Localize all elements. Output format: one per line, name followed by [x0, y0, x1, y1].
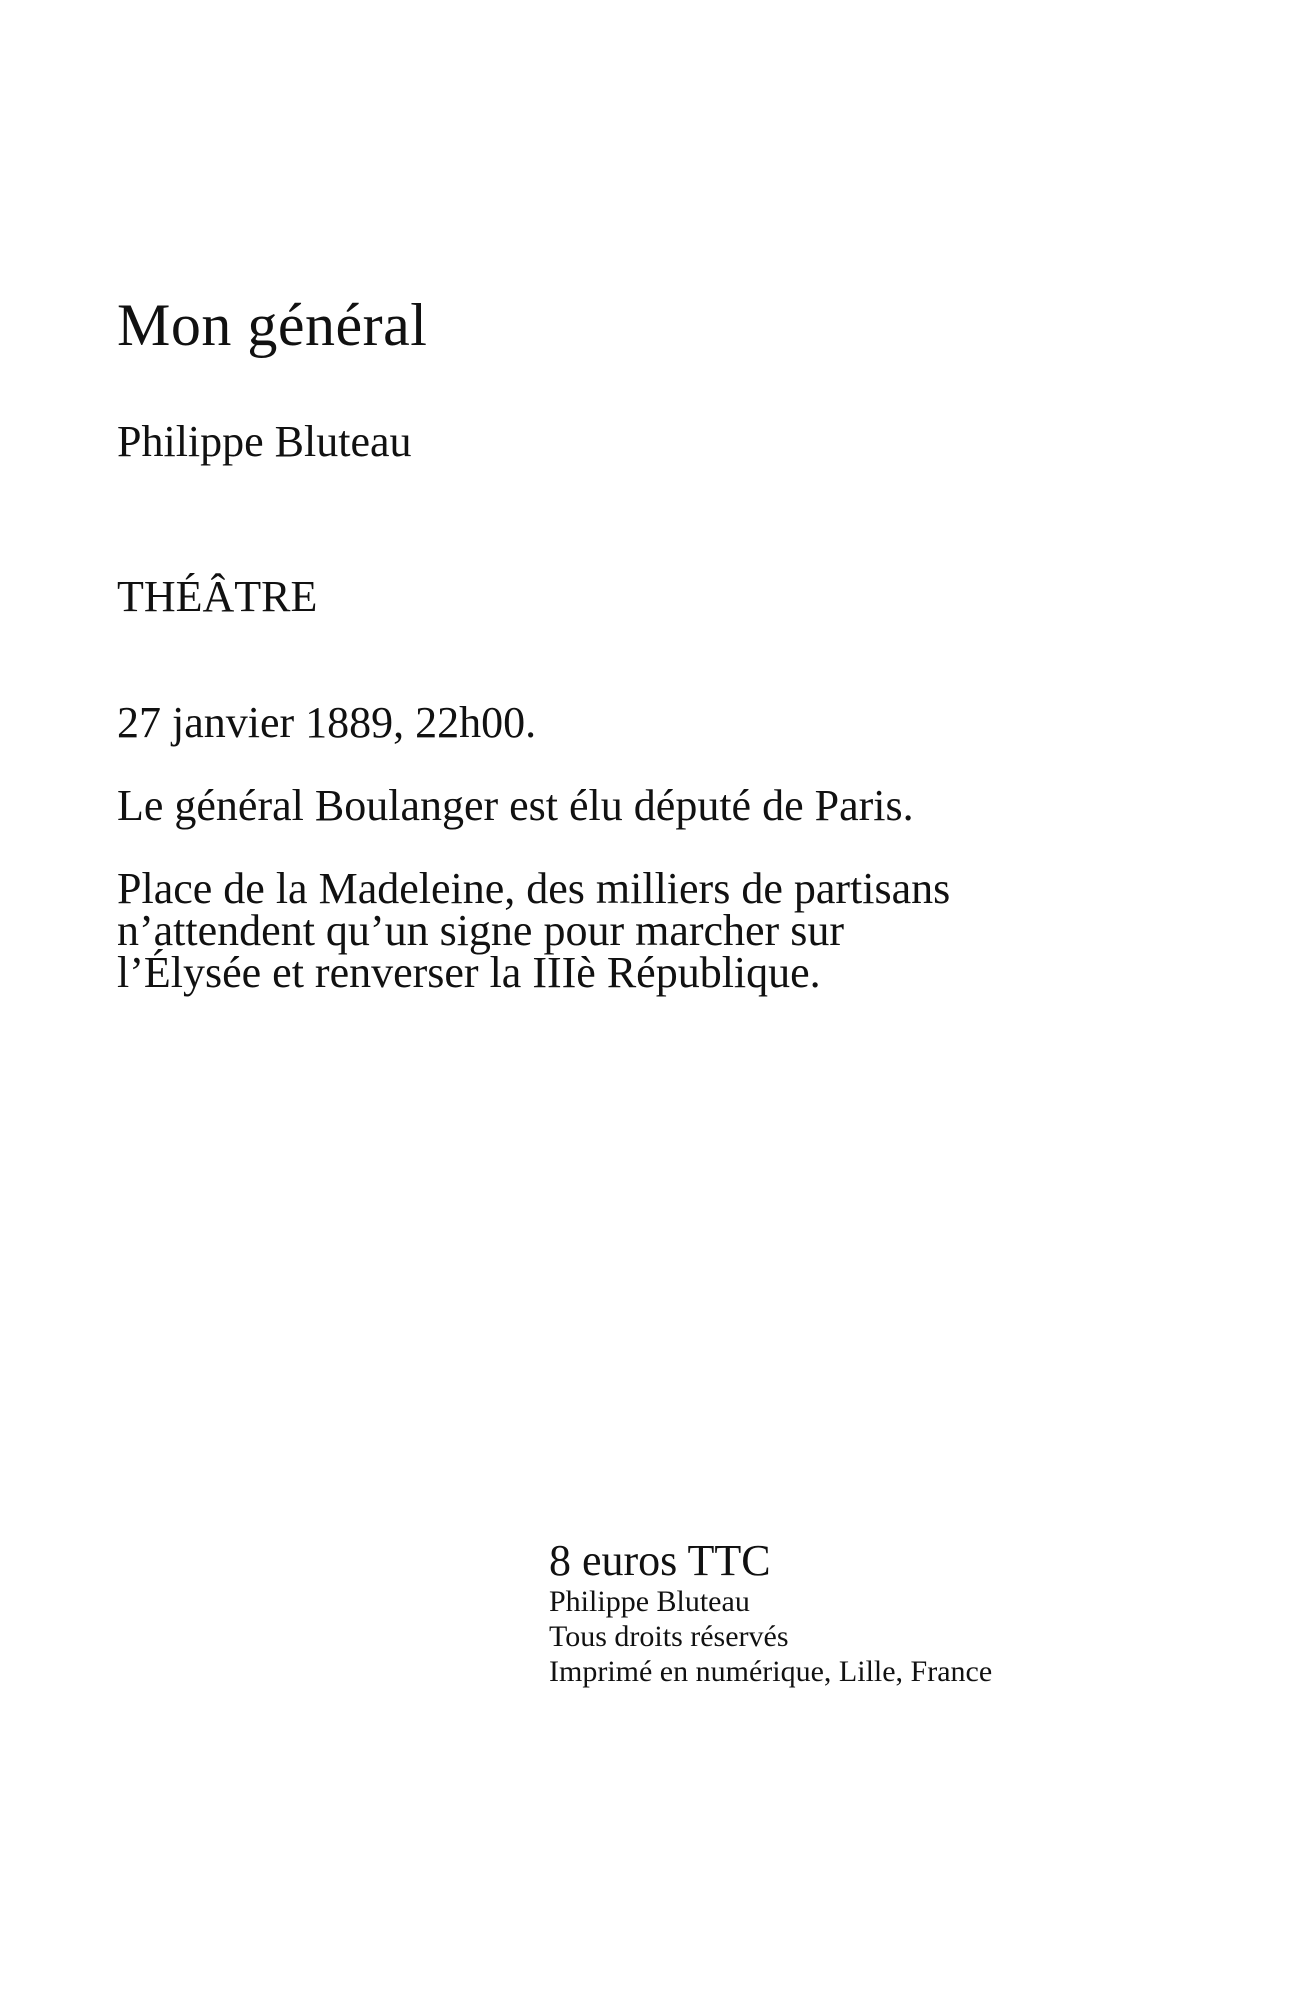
price-label: 8 euros TTC	[549, 1536, 771, 1585]
colophon	[549, 1538, 1249, 1689]
rights-notice: Tous droits réservés	[549, 1620, 789, 1653]
blurb-paragraph-election: Le général Boulanger est élu député de Paris.	[117, 781, 914, 830]
book-title: Mon général	[117, 292, 428, 358]
blurb-paragraph-madeleine: Place de la Madeleine, des milliers de partisans n’attendent qu’un signe pour marcher sur l’Élysée et renverser la IIIè République.	[117, 864, 951, 997]
colophon-author: Philippe Bluteau	[549, 1585, 750, 1618]
book-author: Philippe Bluteau	[117, 417, 412, 466]
printing-notice: Imprimé en numérique, Lille, France	[549, 1655, 993, 1688]
book-blurb	[117, 698, 977, 1035]
blurb-paragraph-date: 27 janvier 1889, 22h00.	[117, 698, 537, 747]
book-genre: THÉÂTRE	[117, 572, 318, 621]
